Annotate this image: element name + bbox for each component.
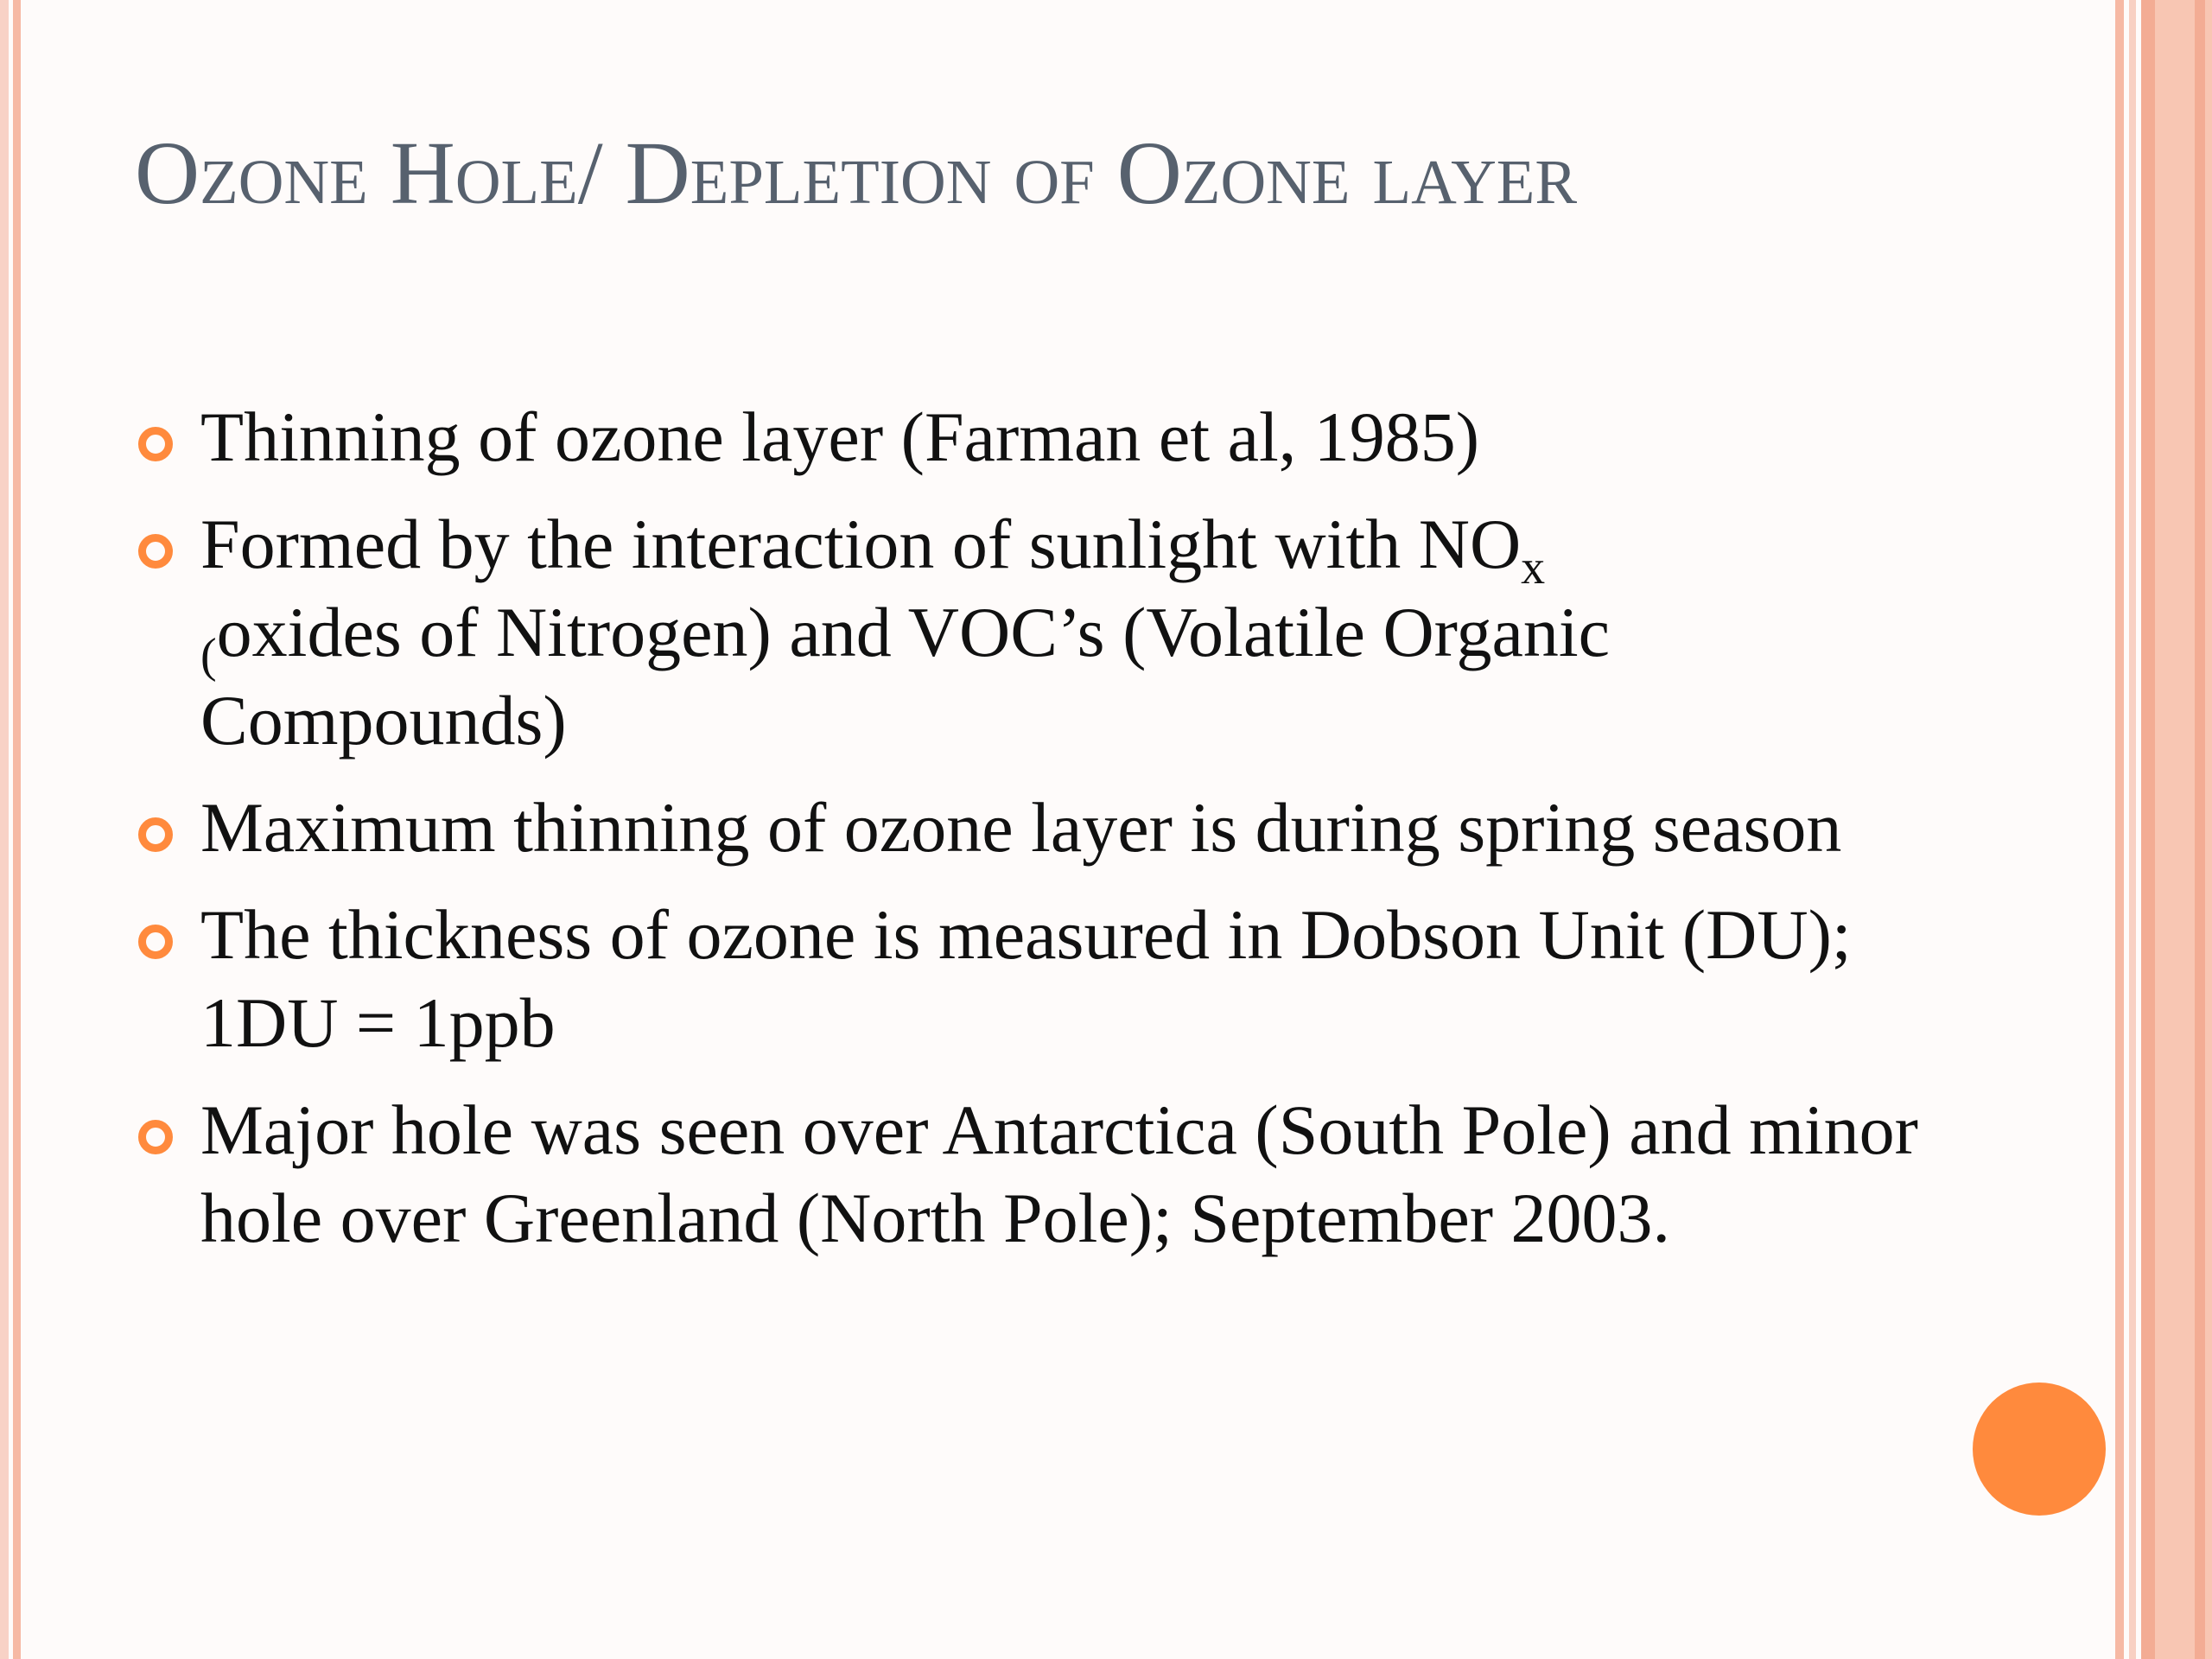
orange-dot-icon: [1973, 1382, 2106, 1516]
right-border-band-edge-outer: [2195, 0, 2205, 1659]
bullet-text: Major hole was seen over Antarctica (South Pole) and minor hole over Greenland (North Pole); September 2003.: [200, 1090, 1918, 1257]
bullet-text: The thickness of ozone is measured in Dobson Unit (DU); 1DU = 1ppb: [200, 895, 1852, 1062]
hollow-circle-bullet-icon: [138, 427, 173, 461]
hollow-circle-bullet-icon: [138, 1120, 173, 1154]
bullet-item: [130, 784, 1944, 872]
bullet-text: Thinning of ozone layer (Farman et al, 1985): [200, 397, 1480, 476]
bullet-item: [130, 393, 1944, 481]
bullet-text-continued: oxides of Nitrogen) and VOC’s (Volatile Organic Compounds): [200, 593, 1611, 760]
hollow-circle-bullet-icon: [138, 817, 173, 852]
bullet-text: Formed by the interaction of sunlight with NO: [200, 505, 1522, 583]
right-border-stripe: [2115, 0, 2124, 1659]
bullet-item: [130, 500, 1944, 765]
subscript-text: x: [1521, 541, 1546, 594]
bullet-item: [130, 891, 1944, 1067]
left-border-stripe-inner: [13, 0, 21, 1659]
bullet-text: Maximum thinning of ozone layer is during spring season: [200, 788, 1842, 867]
hollow-circle-bullet-icon: [138, 534, 173, 569]
slide-title: Ozone Hole/ Depletion of Ozone layer: [135, 124, 1578, 223]
bullet-item: [130, 1086, 1944, 1262]
left-border-stripe: [0, 0, 9, 1659]
right-border-band-edge: [2141, 0, 2155, 1659]
hollow-circle-bullet-icon: [138, 925, 173, 959]
small-paren-text: (: [200, 629, 217, 683]
right-border-stripe-inner: [2129, 0, 2136, 1659]
bullet-list: [130, 393, 1944, 1281]
